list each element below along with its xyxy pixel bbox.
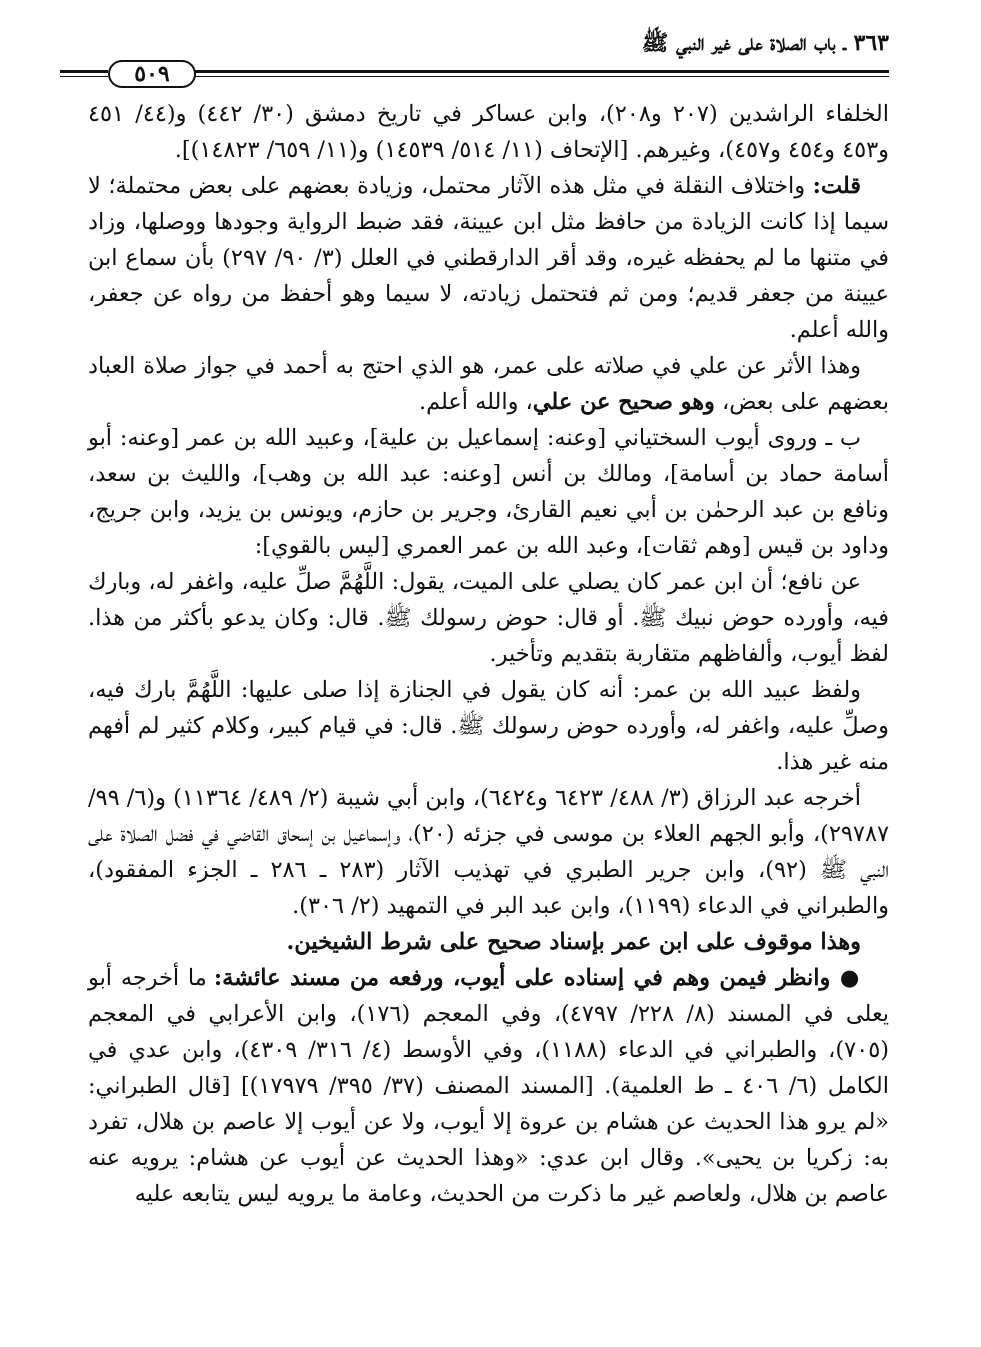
- page-number: ٥٠٩: [108, 60, 196, 88]
- paragraph-6: [88, 672, 889, 780]
- paragraph-5: [88, 564, 889, 672]
- paragraph-7: [88, 780, 889, 924]
- paragraph-2: [88, 168, 889, 348]
- page-header: [60, 22, 889, 86]
- paragraph-7-text: أخرجه عبد الرزاق (٣/ ٤٨٨/ ٦٤٢٣ و٦٤٢٤)، وابن أبي شيبة (٢/ ٤٨٩/ ١١٣٦٤) و(٦/ ٩٩/ ٢٩٧٨٧)، وأبو الجهم العلاء بن موسى في جزئه (٢٠)، وإسماعيل بن إسحاق القاضي في فضل الصلاة على النبي ﷺ (٩٢)، وابن جرير الطبري في تهذيب الآثار (٢٨٣ ـ ٢٨٦ ـ الجزء المفقود)، والطبراني في الدعاء (١١٩٩)، وابن عبد البر في التمهيد (٢/ ٣٠٦).: [88, 785, 889, 919]
- paragraph-5-text: عن نافع؛ أن ابن عمر كان يصلي على الميت، يقول: اللَّهُمَّ صلِّ عليه، واغفر له، وبارك فيه، وأورده حوض نبيك ﷺ. أو قال: حوض رسولك ﷺ. قال: وكان يدعو بأكثر من هذا. لفظ أيوب، وألفاظهم متقاربة بتقديم وتأخير.: [88, 569, 889, 667]
- bullet-icon: ●: [839, 965, 862, 991]
- paragraph-9: [88, 960, 889, 1212]
- body-text: [88, 96, 889, 1212]
- paragraph-3: [88, 348, 889, 420]
- paragraph-8-text: وهذا موقوف على ابن عمر بإسناد صحيح على شرط الشيخين.: [286, 929, 861, 955]
- paragraph-3-tail: ، والله أعلم.: [419, 389, 533, 415]
- header-rule-left: [60, 70, 108, 77]
- paragraph-3-bold: وهو صحيح عن علي: [532, 389, 715, 415]
- paragraph-6-text: ولفظ عبيد الله بن عمر: أنه كان يقول في الجنازة إذا صلى عليها: اللَّهُمَّ بارك فيه، وصلِّ عليه، واغفر له، وأورده حوض رسولك ﷺ. قال: في قيام كبير، وكلام كثير لم أفهم منه غير هذا.: [88, 677, 889, 775]
- paragraph-9-lead: وانظر فيمن وهم في إسناده على أيوب، ورفعه من مسند عائشة:: [213, 965, 840, 991]
- paragraph-1-text: الخلفاء الراشدين (٢٠٧ و٢٠٨)، وابن عساكر في تاريخ دمشق (٣٠/ ٤٤٢) و(٤٤/ ٤٥١ و٤٥٣ و٤٥٤ و٤٥٧)، وغيرهم. [الإتحاف (١١/ ٥١٤/ ١٤٥٣٩) و(١١/ ٦٥٩/ ١٤٨٢٣)].: [88, 101, 889, 163]
- paragraph-9-text: ما أخرجه أبو يعلى في المسند (٨/ ٢٢٨/ ٤٧٩٧)، وفي المعجم (١٧٦)، وابن الأعرابي في المعجم (٧٠٥)، والطبراني في الدعاء (١١٨٨)، وفي الأوسط (٤/ ٣١٦/ ٤٣٠٩)، وابن عدي في الكامل (٦/ ٤٠٦ ـ ط العلمية). [المسند المصنف (٣٧/ ٣٩٥/ ١٧٩٧٩)] [قال الطبراني: «لم يرو هذا الحديث عن هشام بن عروة إلا أيوب، ولا عن أيوب إلا عاصم بن هلال، تفرد به: زكريا بن يحيى». وقال ابن عدي: «وهذا الحديث عن أيوب عن هشام: يرويه عنه عاصم بن هلال، ولعاصم غير ما ذكرت من الحديث، وعامة ما يرويه ليس يتابعه عليه: [88, 965, 889, 1207]
- chapter-title: ٣٦٣ ـ باب الصلاة على غير النبي ﷺ: [641, 30, 889, 56]
- paragraph-4: [88, 420, 889, 564]
- header-rule: [195, 70, 889, 77]
- paragraph-1: [88, 96, 889, 168]
- paragraph-2-text: واختلاف النقلة في مثل هذه الآثار محتمل، وزيادة بعضهم على بعض محتملة؛ لا سيما إذا كانت الزيادة من حافظ مثل ابن عيينة، فقد ضبط الرواية وجودها ووصلها، وزاد في متنها ما لم يحفظه غيره، وقد أقر الدارقطني في العلل (٣/ ٩٠/ ٢٩٧) بأن سماع ابن عيينة من جعفر قديم؛ ومن ثم فتحتمل زيادته، لا سيما وهو أحفظ من رواه عن جعفر، والله أعلم.: [88, 173, 889, 343]
- paragraph-8: [88, 924, 889, 960]
- paragraph-3-text: وهذا الأثر عن علي في صلاته على عمر، هو الذي احتج به أحمد في جواز صلاة العباد بعضهم على بعض،: [88, 353, 889, 415]
- paragraph-4-text: ب ـ وروى أيوب السختياني [وعنه: إسماعيل بن علية]، وعبيد الله بن عمر [وعنه: أبو أسامة حماد بن أسامة]، ومالك بن أنس [وعنه: عبد الله بن وهب]، والليث بن سعد، ونافع بن عبد الرحمٰن بن أبي نعيم القارئ، وجرير بن حازم، ويونس بن يزيد، وابن جريج، وداود بن قيس [وهم ثقات]، وعبد الله بن عمر العمري [ليس بالقوي]:: [88, 425, 889, 559]
- paragraph-2-lead: قلت:: [812, 173, 861, 199]
